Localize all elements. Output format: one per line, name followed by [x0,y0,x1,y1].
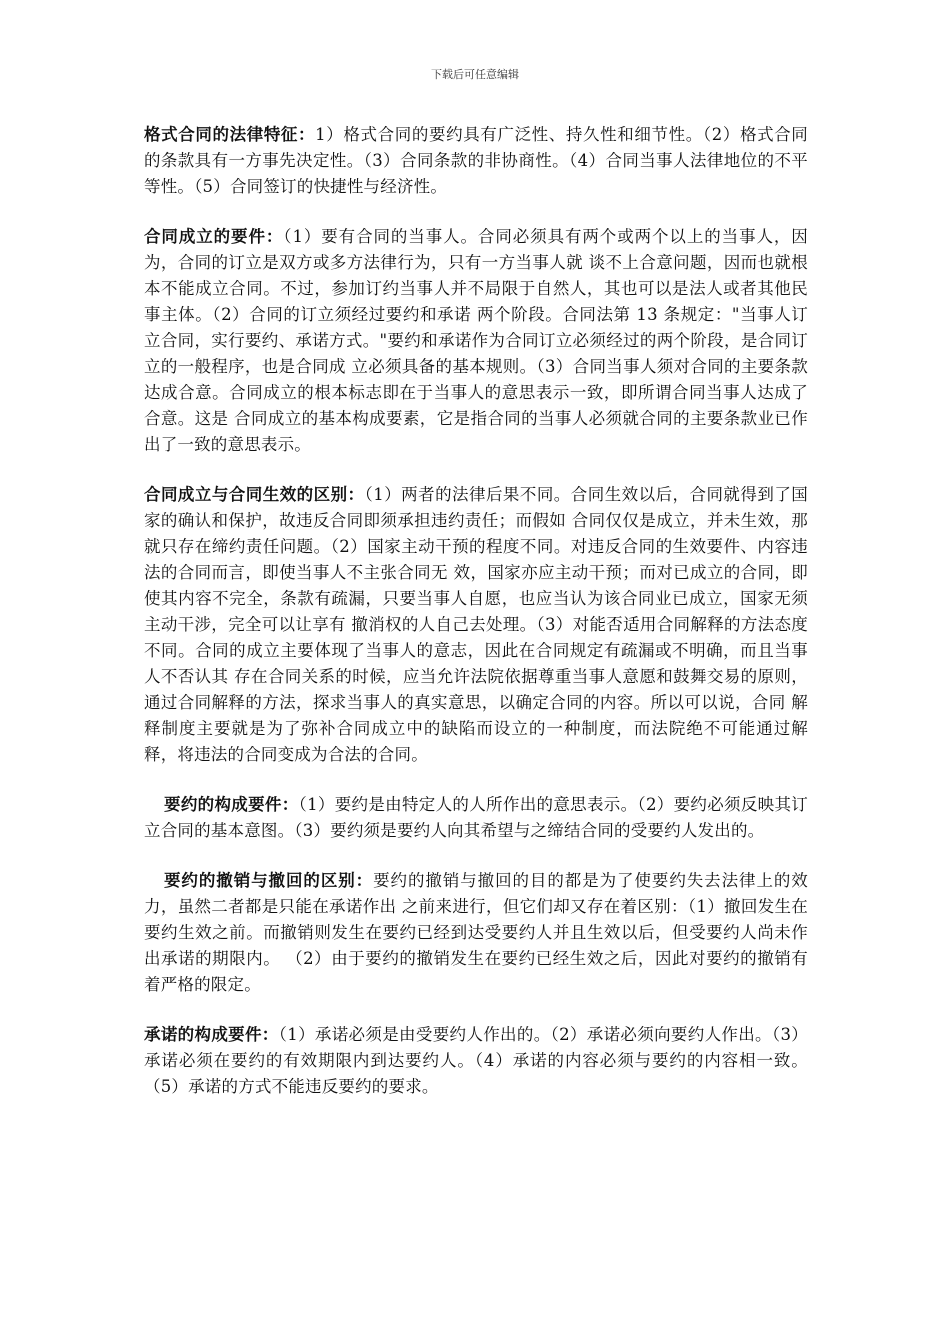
section-formation-vs-effectiveness [144,482,808,768]
section-term: 承诺的构成要件： [144,1025,279,1044]
document-body [144,122,808,1124]
section-body: （1）要有合同的当事人。合同必须具有两个或两个以上的当事人，因为，合同的订立是双方或多方法律行为，只有一方当事人就 谈不上合意问题，因而也就根本不能成立合同。不过，参加订约当事人并不局限于自然人，其也可以是法人或者其他民事主体。（2）合同的订立须经过要约和承诺 两个阶段。合同法第 13 条规定："当事人订立合同，实行要约、承诺方式。"要约和承诺作为合同订立必须经过的两个阶段，是合同订立的一般程序，也是合同成 立必须具备的基本规则。（3）合同当事人须对合同的主要条款达成合意。合同成立的根本标志即在于当事人的意思表示一致，即所谓合同当事人达成了合意。这是 合同成立的基本构成要素，它是指合同的当事人必须就合同的主要条款业已作出了一致的意思表示。 [144,227,808,454]
section-body: （1）要约是由特定人的人所作出的意思表示。（2）要约必须反映其订立合同的基本意图。（3）要约须是要约人向其希望与之缔结合同的受要约人发出的。 [144,795,808,840]
section-body: 要约的撤销与撤回的目的都是为了使要约失去法律上的效力，虽然二者都是只能在承诺作出 之前来进行，但它们却又存在着区别：（1）撤回发生在要约生效之前。而撤销则发生在要约已经到达受要约人并且生效以后，但受要约人尚未作出承诺的期限内。 （2）由于要约的撤销发生在要约已经生效之后，因此对要约的撤销有着严格的限定。 [144,871,809,994]
section-body: 1）格式合同的要约具有广泛性、持久性和细节性。（2）格式合同的条款具有一方事先决定性。（3）合同条款的非协商性。（4）合同当事人法律地位的不平等性。（5）合同签订的快捷性与经济性。 [144,125,809,196]
section-acceptance-elements [144,1022,808,1100]
section-offer-revocation-vs-withdrawal [144,868,808,998]
section-term: 合同成立的要件： [144,227,284,246]
section-term: 合同成立与合同生效的区别： [144,485,365,504]
section-body: （1）承诺必须是由受要约人作出的。（2）承诺必须向要约人作出。（3）承诺必须在要约的有效期限内到达要约人。（4）承诺的内容必须与要约的内容相一致。（5）承诺的方式不能违反要约的要求。 [144,1025,809,1096]
section-offer-elements [144,792,808,844]
section-term: 要约的构成要件： [164,795,299,814]
section-term: 格式合同的法律特征： [144,125,316,144]
section-contract-formation-elements [144,224,808,458]
section-standard-contract-features [144,122,808,200]
section-body: （1）两者的法律后果不同。合同生效以后，合同就得到了国家的确认和保护，故违反合同即须承担违约责任；而假如 合同仅仅是成立，并未生效，那就只存在缔约责任问题。（2）国家主动干预的程度不同。对违反合同的生效要件、内容违法的合同而言，即使当事人不主张合同无 效，国家亦应主动干预；而对已成立的合同，即使其内容不完全，条款有疏漏，只要当事人自愿，也应当认为该合同业已成立，国家无须主动干涉，完全可以让享有 撤消权的人自己去处理。（3）对能否适用合同解释的方法态度不同。合同的成立主要体现了当事人的意志，因此在合同规定有疏漏或不明确，而且当事人不否认其 存在合同关系的时候，应当允许法院依据尊重当事人意愿和鼓舞交易的原则，通过合同解释的方法，探求当事人的真实意思，以确定合同的内容。所以可以说，合同 解释制度主要就是为了弥补合同成立中的缺陷而设立的一种制度，而法院绝不可能通过解释，将违法的合同变成为合法的合同。 [144,485,808,764]
section-term: 要约的撤销与撤回的区别： [164,871,374,890]
page-header: 下载后可任意编辑 [431,68,519,81]
